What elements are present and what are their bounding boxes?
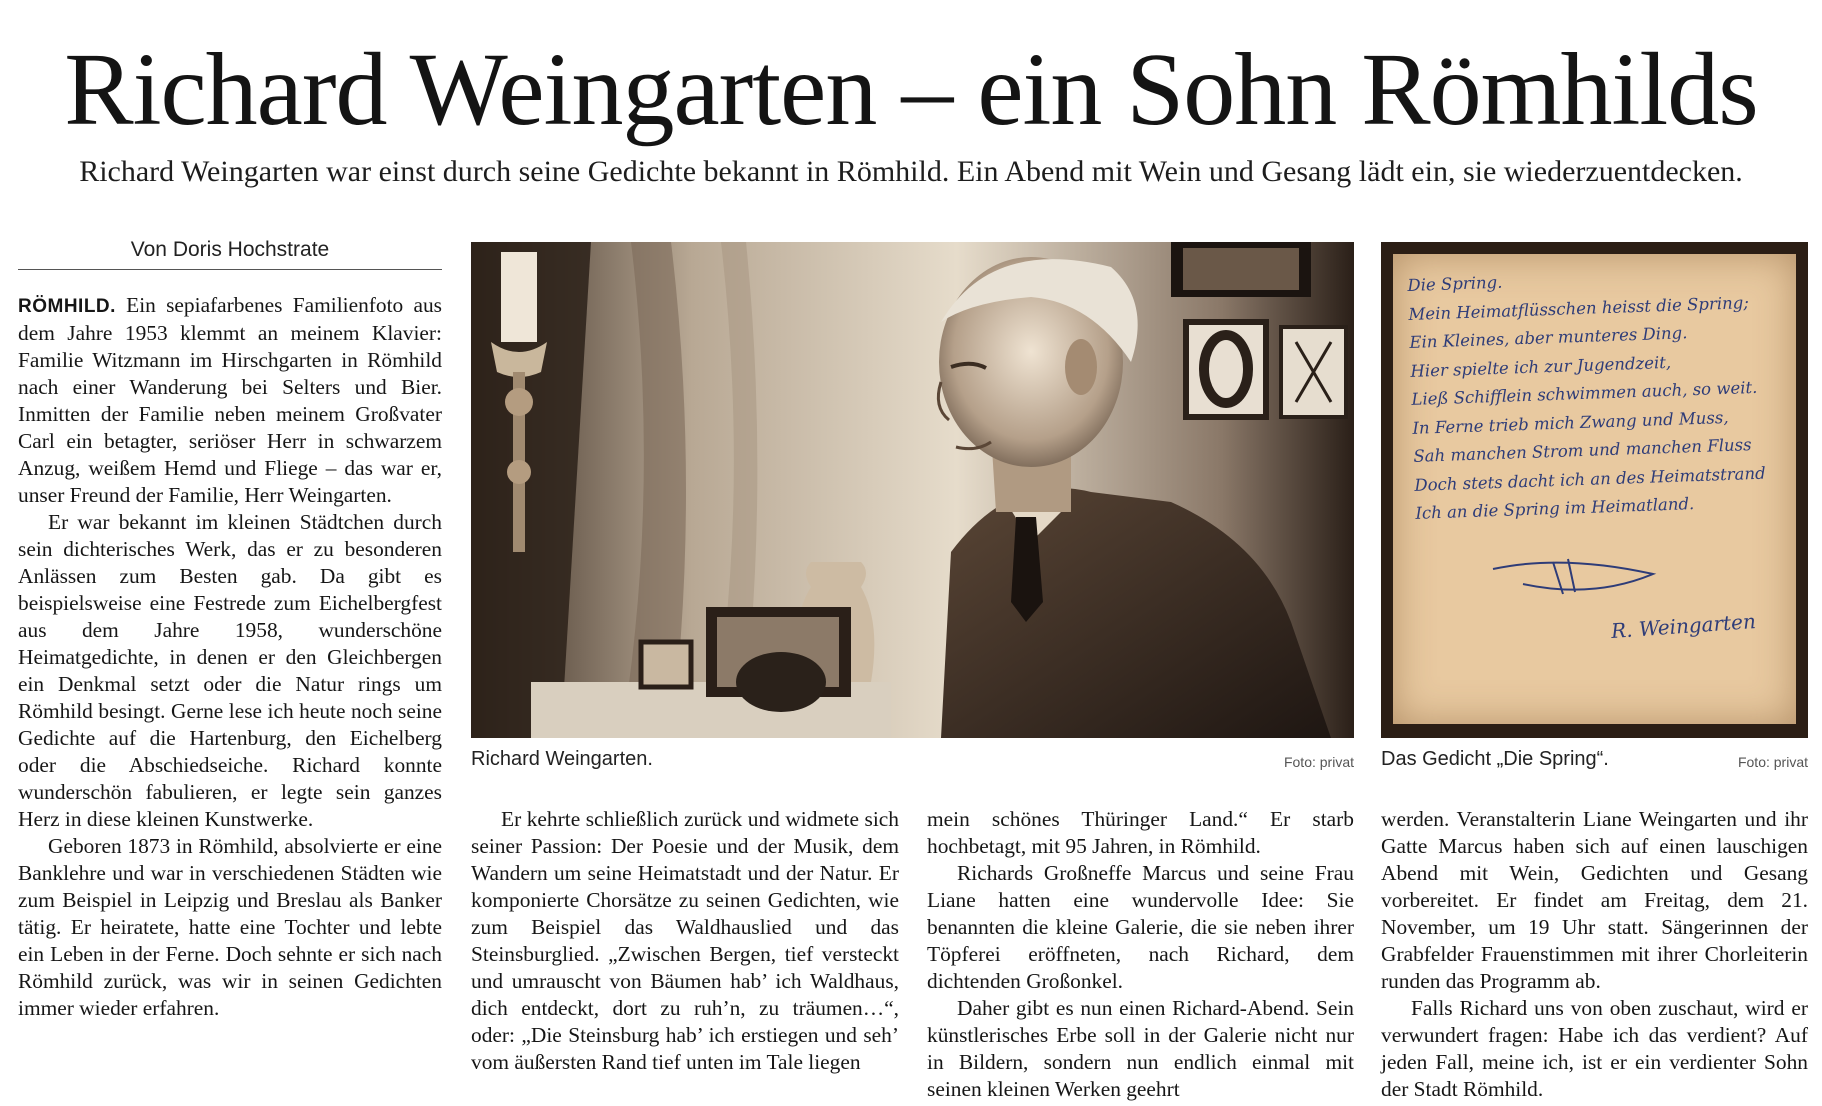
article-column-3 — [927, 806, 1354, 1103]
poem-paper — [1393, 254, 1796, 724]
signature: R. Weingarten — [1610, 608, 1757, 644]
poem-line: Die Spring. — [1407, 272, 1503, 295]
sepia-portrait-image — [471, 242, 1354, 738]
poem-line: Ein Kleines, aber munteres Ding. — [1409, 323, 1688, 352]
paragraph: Er war bekannt im kleinen Städtchen durch sein dichterisches Werk, das er zu besonderen Anlässen zum Besten gab. Da gibt es beispielsweise eine Festrede zum Eichelbergfest aus dem Jahre 1958, wunderschöne Heimatgedichte, in denen er den Gleichbergen ein Denkmal setzt oder die Natur rings um Römhild besingt. Gerne lese ich heute noch seine Gedichte auf die Hartenburg, den Eichelberg oder die Abschiedseiche. Richard konnte wunderschön fabulieren, er legte sein ganzes Herz in diese kleinen Kunstwerke. — [18, 510, 442, 831]
paragraph: Er kehrte schließlich zurück und widmete sich seiner Passion: Der Poesie und der Musik, dem Wandern um seine Heimatstadt und der Natur. Er komponierte Chorsätze zu seinen Gedichten, wie zum Beispiel das Waldhauslied und das Steinsburglied. „Zwischen Bergen, tief versteckt und umrauscht von Bäumen hab’ ich Waldhaus, dich entdeckt, dort zu ruh’n, zu träumen…“, oder: „Die Steinsburg hab’ ich erstiegen und seh’ vom äußersten Rand tief unten im Tale liegen — [471, 807, 899, 1074]
photo-richard-weingarten — [471, 242, 1354, 738]
subtitle: Richard Weingarten war einst durch seine Gedichte bekannt in Römhild. Ein Abend mit Wein und Gesang lädt ein, sie wiederzuentdecken. — [79, 155, 1743, 188]
paragraph-text: Ein sepiafarbenes Familienfoto aus dem Jahre 1953 klemmt an meinem Klavier: Familie Witzmann im Hirschgarten in Römhild nach einer Wanderung bei Selters und Bier. Inmitten der Familie neben meinem Großvater Carl ein betagter, seriöser Herr in schwarzem Anzug, weißem Hemd und Fliege – das war er, unser Freund der Familie, Herr Weingarten. — [18, 293, 442, 507]
paragraph: Falls Richard uns von oben zuschaut, wird er verwundert fragen: Habe ich das verdient? Auf jeden Fall, meine ich, ist er ein verdienter Sohn der Stadt Römhild. — [1381, 996, 1808, 1101]
article-column-2 — [471, 806, 899, 1076]
photo2-caption: Das Gedicht „Die Spring“. — [1381, 748, 1609, 770]
paragraph: werden. Veranstalterin Liane Weingarten und ihr Gatte Marcus haben sich auf einen lauschigen Abend mit Wein, Gedichten und Gesang vorbereitet. Er findet am Freitag, dem 21. November, um 19 Uhr statt. Sängerinnen der Grabfelder Frauenstimmen mit ihrer Chorleiterin runden das Programm ab. — [1381, 807, 1808, 993]
photo1-caption: Richard Weingarten. — [471, 748, 653, 770]
paragraph: Daher gibt es nun einen Richard-Abend. Sein künstlerisches Erbe soll in der Galerie nicht nur in Bildern, sondern nun endlich einmal mit seinen kleinen Werken geehrt — [927, 996, 1354, 1101]
paragraph: Geboren 1873 in Römhild, absolvierte er eine Banklehre und war in verschiedenen Städten wie zum Beispiel in Leipzig und Breslau als Banker tätig. Er heiratete, hatte eine Tochter und lebte ein Leben in der Ferne. Doch sehnte er sich nach Römhild zurück, was wir in seinen Gedichten immer wieder erfahren. — [18, 834, 442, 1020]
photo1-credit: Foto: privat — [1283, 754, 1354, 770]
poem-line: In Ferne trieb mich Zwang und Muss, — [1412, 407, 1729, 438]
paragraph: mein schönes Thüringer Land.“ Er starb hochbetagt, mit 95 Jahren, in Römhild. — [927, 807, 1354, 858]
byline: Von Doris Hochstrate — [18, 236, 442, 270]
article-column-1 — [18, 292, 442, 1022]
poem-line: Sah manchen Strom und manchen Fluss — [1413, 435, 1752, 466]
paragraph — [18, 292, 442, 509]
dateline: RÖMHILD. — [18, 296, 116, 317]
poem-line: Hier spielte ich zur Jugendzeit, — [1410, 352, 1672, 381]
poem-line: Mein Heimatflüsschen heisst die Spring; — [1408, 292, 1750, 324]
article-column-4 — [1381, 806, 1808, 1103]
poem-line: Doch stets dacht ich an des Heimatstrand — [1414, 463, 1766, 495]
headline: Richard Weingarten – ein Sohn Römhilds — [64, 32, 1758, 147]
poem-line: Ließ Schifflein schwimmen auch, so weit. — [1411, 377, 1758, 409]
photo2-credit: Foto: privat — [1737, 754, 1808, 770]
poem-line: Ich an die Spring im Heimatland. — [1415, 494, 1695, 523]
paragraph: Richards Großneffe Marcus und seine Frau Liane hatten eine wundervolle Idee: Sie benannten die kleine Galerie, die sie neben ihrer Töpferei eröffneten, nach Richard, dem dichtenden Großonkel. — [927, 861, 1354, 993]
photo-poem-die-spring — [1381, 242, 1808, 738]
handwriting-flourish — [1393, 254, 1796, 724]
